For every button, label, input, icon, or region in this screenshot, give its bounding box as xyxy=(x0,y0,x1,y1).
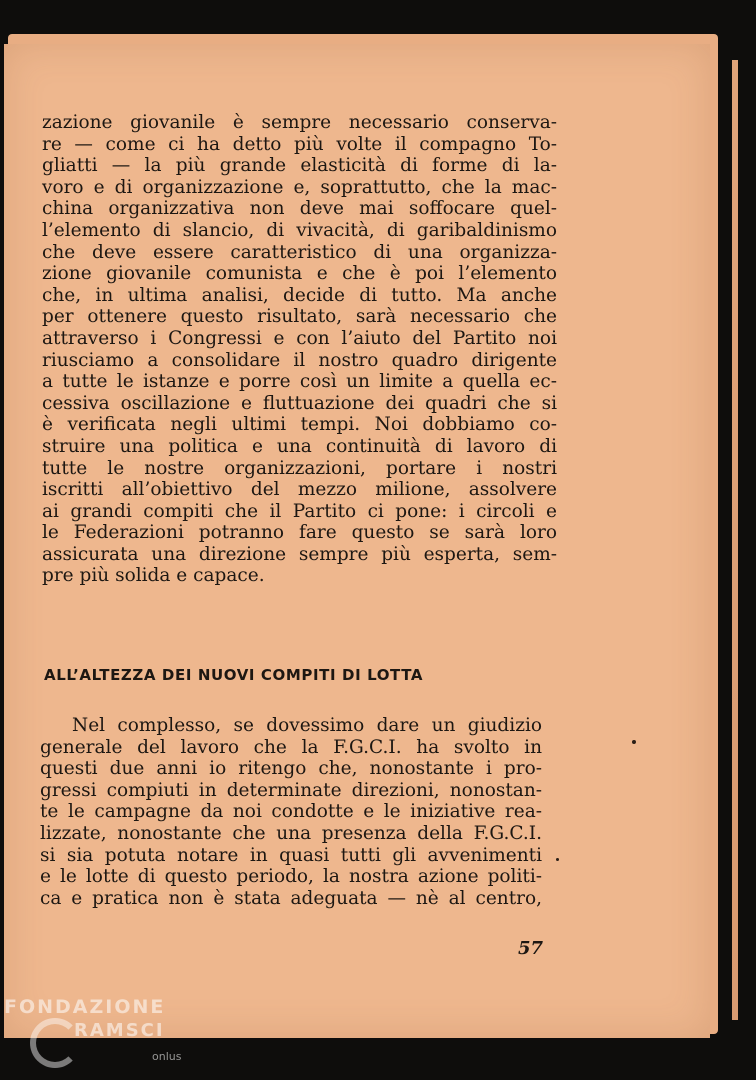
text-line: re — come ci ha detto più volte il compagno To- xyxy=(42,133,557,155)
text-line: iscritti all’obiettivo del mezzo milione, assolvere xyxy=(42,479,557,501)
text-line: è verificata negli ultimi tempi. Noi dobbiamo co- xyxy=(42,414,557,436)
text-line: l’elemento di slancio, di vivacità, di garibaldinismo xyxy=(42,219,557,241)
text-line: a tutte le istanze e porre così un limite a quella ec- xyxy=(42,371,557,393)
text-line: Nel complesso, se dovessimo dare un giudizio xyxy=(72,715,542,736)
watermark-onlus: onlus xyxy=(152,1050,182,1063)
text-line: zione giovanile comunista e che è poi l’elemento xyxy=(42,263,557,285)
watermark xyxy=(4,996,165,1041)
text-line: riusciamo a consolidare il nostro quadro dirigente xyxy=(42,349,557,371)
text-line: e le lotte di questo periodo, la nostra azione politi- xyxy=(40,866,542,888)
text-line: questi due anni io ritengo che, nonostante i pro- xyxy=(40,758,542,780)
text-line: generale del lavoro che la F.G.C.I. ha svolto in xyxy=(40,736,542,758)
section-heading: ALL’ALTEZZA DEI NUOVI COMPITI DI LOTTA xyxy=(44,666,424,684)
text-line: ca e pratica non è stata adeguata — nè al centro, xyxy=(40,887,542,909)
text-line: cessiva oscillazione e fluttuazione dei quadri che si xyxy=(42,392,557,414)
text-line: gliatti — la più grande elasticità di forme di la- xyxy=(42,155,557,177)
text-line: gressi compiuti in determinate direzioni, nonostan- xyxy=(40,779,542,801)
page-edge xyxy=(732,60,738,1020)
text-line: zazione giovanile è sempre necessario conserva- xyxy=(42,112,557,133)
text-line: struire una politica e una continuità di lavoro di xyxy=(42,435,557,457)
text-line: ai grandi compiti che il Partito ci pone: i circoli e xyxy=(42,500,557,522)
text-line: te le campagne da noi condotte e le iniziative rea- xyxy=(40,801,542,823)
watermark-line-2: RAMSCI xyxy=(74,1020,165,1041)
text-line: china organizzativa non deve mai soffocare quel- xyxy=(42,198,557,220)
page-number: 57 xyxy=(518,938,544,959)
text-line: che, in ultima analisi, decide di tutto. Ma anche xyxy=(42,284,557,306)
ink-speck xyxy=(556,858,559,861)
paragraph-1 xyxy=(42,112,557,587)
paragraph-2 xyxy=(40,715,542,909)
text-line: assicurata una direzione sempre più esperta, sem- xyxy=(42,543,557,565)
text-line: si sia potuta notare in quasi tutti gli avvenimenti xyxy=(40,844,542,866)
text-line: per ottenere questo risultato, sarà necessario che xyxy=(42,306,557,328)
text-line: lizzate, nonostante che una presenza della F.G.C.I. xyxy=(40,822,542,844)
ink-speck xyxy=(632,740,636,744)
text-line: voro e di organizzazione e, soprattutto, che la mac- xyxy=(42,176,557,198)
text-line: le Federazioni potranno fare questo se sarà loro xyxy=(42,522,557,544)
text-line: che deve essere caratteristico di una organizza- xyxy=(42,241,557,263)
watermark-line-1: FONDAZIONE xyxy=(4,996,166,1018)
text-line: tutte le nostre organizzazioni, portare i nostri xyxy=(42,457,557,479)
text-line: attraverso i Congressi e con l’aiuto del Partito noi xyxy=(42,327,557,349)
text-line: pre più solida e capace. xyxy=(42,565,265,587)
